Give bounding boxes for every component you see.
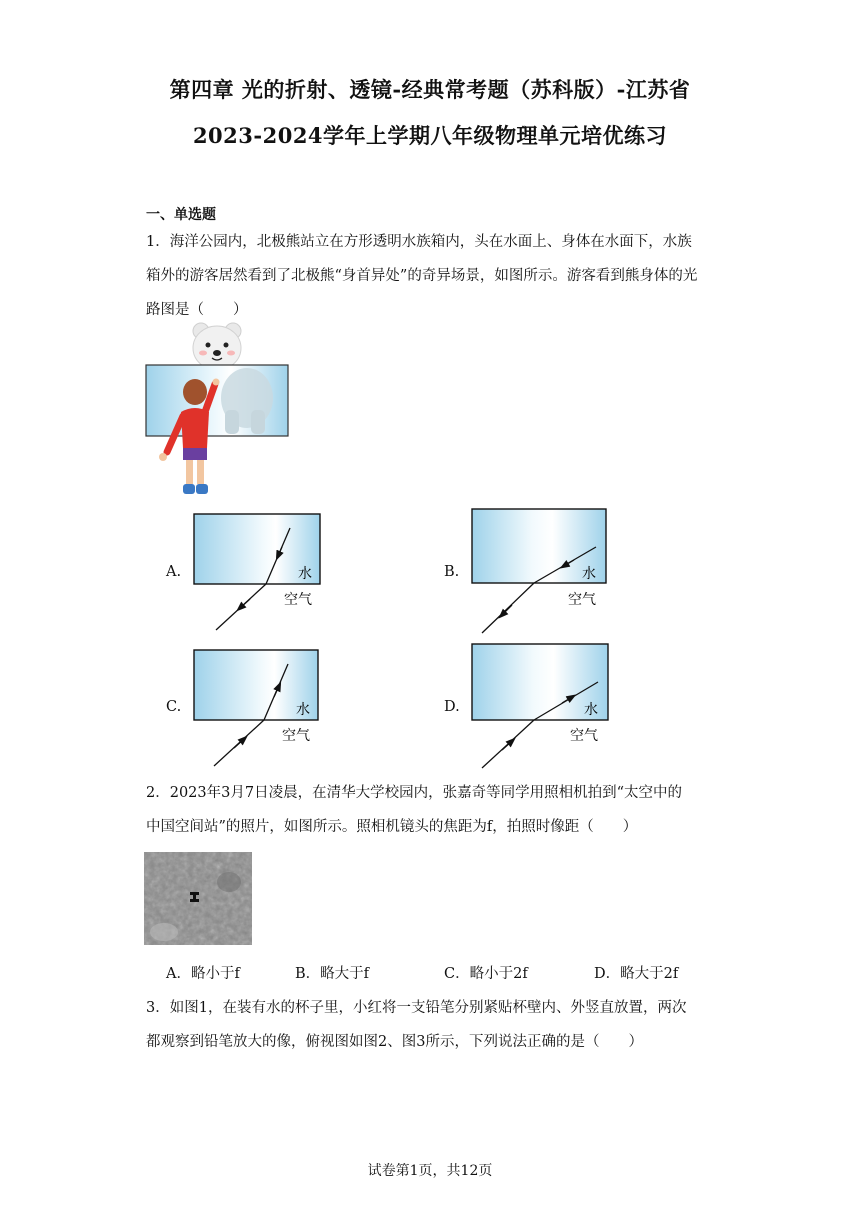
q2-text [146,776,726,844]
q1-line1: 1．海洋公园内，北极熊站立在方形透明水族箱内，头在水面上、身体在水面下，水族 [146,234,692,250]
q1-option-d-label[interactable]: D. [444,699,460,715]
q2-option-d[interactable]: D．略大于2f [594,966,679,982]
q1-text [146,225,726,327]
space-station-photo [144,852,252,945]
q1-option-d-diagram[interactable] [468,640,612,770]
q1-option-a-air: 空气 [284,592,312,608]
q3-line1: 3．如图1，在装有水的杯子里，小红将一支铅笔分别紧贴杯壁内、外竖直放置，两次 [146,1000,687,1016]
doc-title-line1: 第四章 光的折射、透镜-经典常考题（苏科版）-江苏省 [169,77,691,102]
q3-line2: 都观察到铅笔放大的像，俯视图如图2、图3所示，下列说法正确的是（ ） [146,1034,643,1050]
q1-line2: 箱外的游客居然看到了北极熊“身首异处”的奇异场景，如图所示。游客看到熊身体的光 [146,268,698,284]
q1-option-d-air: 空气 [570,728,598,744]
q1-option-c-water: 水 [296,702,310,718]
q1-option-a-label[interactable]: A. [166,564,182,580]
q1-option-c-diagram[interactable] [190,646,330,770]
q2-option-b[interactable]: B．略大于f [295,966,370,982]
q1-line3: 路图是（ ） [146,302,248,318]
q2-line1: 2．2023年3月7日凌晨，在清华大学校园内，张嘉奇等同学用照相机拍到“太空中的 [146,785,682,801]
q1-option-c-air: 空气 [282,728,310,744]
polar-bear-illustration [145,320,295,506]
q1-option-c-label[interactable]: C. [166,699,182,715]
q1-option-a-water: 水 [298,566,312,582]
doc-title-line2: 2023-2024学年上学期八年级物理单元培优练习 [192,123,668,148]
q1-option-b-diagram[interactable] [468,505,610,635]
q1-option-b-air: 空气 [568,592,596,608]
q1-option-a-diagram[interactable] [190,510,330,632]
q2-option-c[interactable]: C．略小于2f [444,966,528,982]
page-footer: 试卷第1页，共12页 [367,1163,493,1179]
q1-option-d-water: 水 [584,702,598,718]
q3-text [146,991,726,1059]
section-heading: 一、单选题 [146,207,216,223]
q1-option-b-label[interactable]: B. [444,564,460,580]
q2-line2: 中国空间站”的照片，如图所示。照相机镜头的焦距为f，拍照时像距（ ） [146,819,638,835]
q1-option-b-water: 水 [582,566,596,582]
q2-option-a[interactable]: A．略小于f [166,966,240,982]
